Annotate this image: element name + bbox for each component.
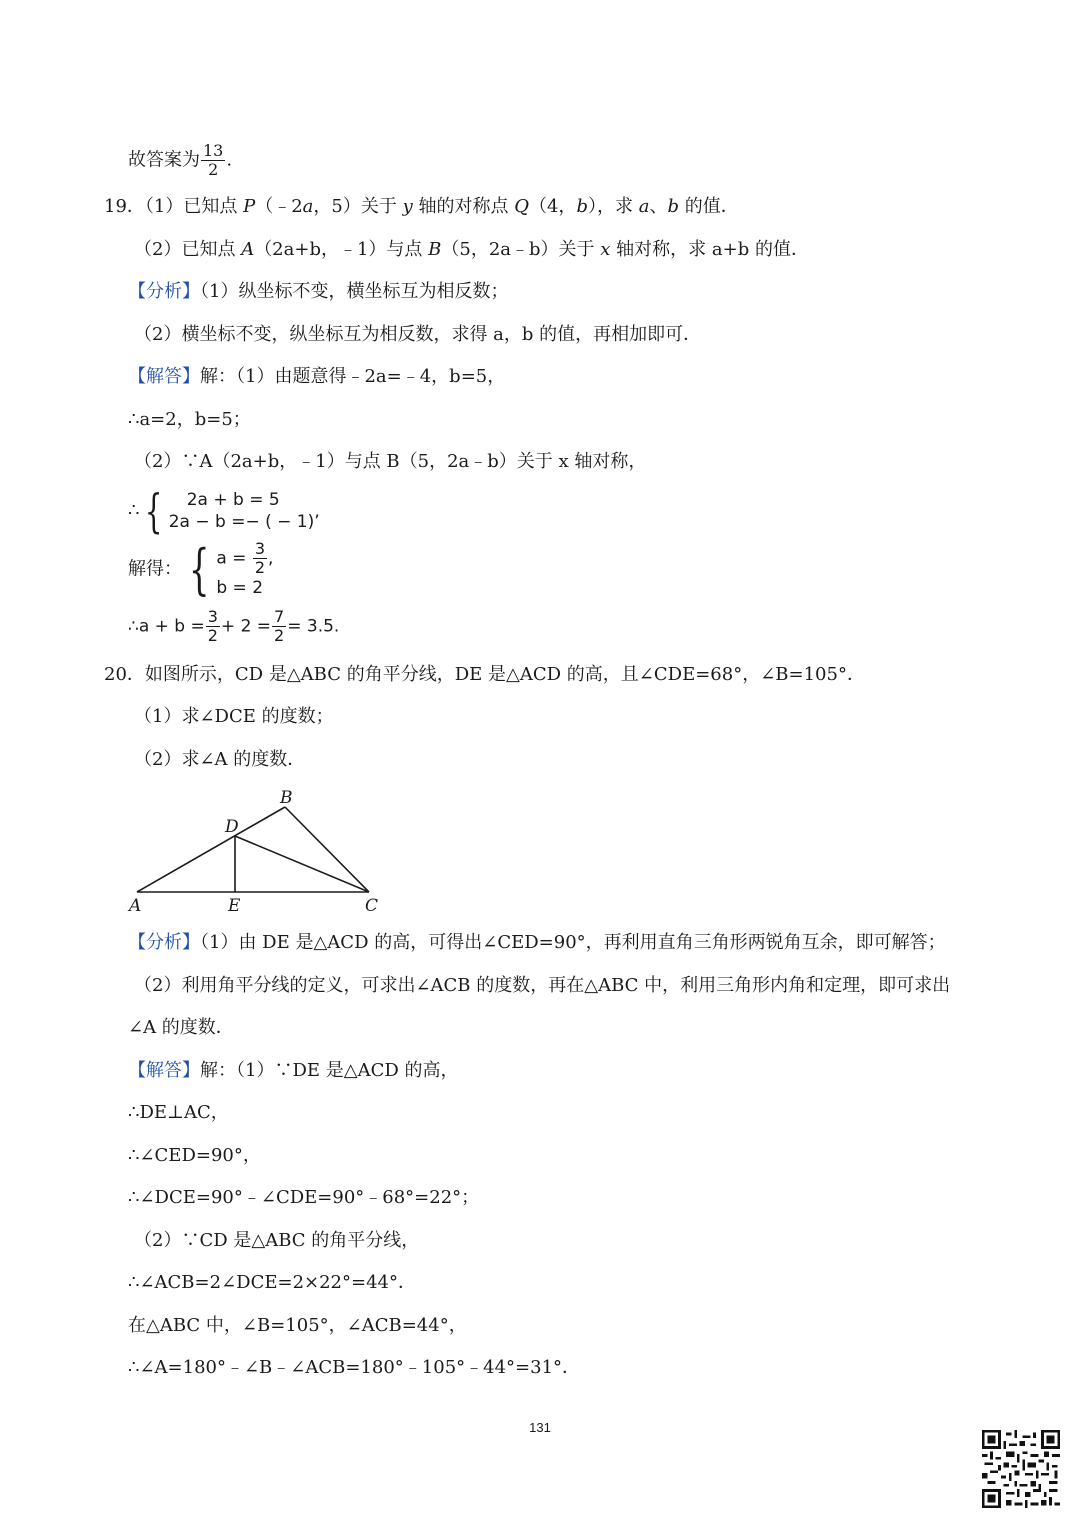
- frac-den: 2: [207, 626, 218, 645]
- eq-line: b = 2: [216, 578, 264, 598]
- prev-answer-fraction: [201, 142, 225, 179]
- page-number: 131: [529, 1420, 551, 1435]
- eq-line: 2a + b = 5: [186, 490, 280, 510]
- q19-analysis-2: （2）横坐标不变，纵坐标互为相反数，求得 a，b 的值，再相加即可．: [134, 324, 702, 345]
- text: （2a+b，﹣1）与点: [254, 239, 429, 260]
- frac-den: 2: [208, 160, 219, 179]
- q20-answer-6: ∴∠ACB=2∠DCE=2×22°=44°．: [128, 1272, 416, 1293]
- var: Q: [514, 196, 529, 217]
- label-b: B: [280, 788, 293, 808]
- q20-answer-3: ∴∠CED=90°，: [128, 1145, 261, 1166]
- text: 解：（1）由题意得﹣2a=﹣4，b=5，: [200, 366, 506, 387]
- frac: [206, 608, 220, 645]
- text: （2）已知点: [134, 239, 242, 260]
- var: b: [667, 196, 679, 217]
- text: 、: [649, 196, 668, 217]
- text: 解得：: [128, 558, 182, 580]
- label-a: A: [129, 896, 142, 916]
- text: （1）纵坐标不变，横坐标互为相反数；: [200, 281, 509, 302]
- text: 如图所示，CD 是△ABC 的角平分线，DE 是△ACD 的高，且∠CDE=68°，∠B=105°．: [144, 664, 865, 685]
- label-c: C: [365, 896, 379, 916]
- q20-stem: [104, 664, 865, 686]
- q20-number: 20．: [104, 664, 145, 685]
- analysis-tag: 【分析】: [128, 281, 200, 302]
- var: a: [302, 196, 314, 217]
- var: y: [402, 196, 413, 217]
- prev-answer-prefix: 故答案为: [128, 149, 200, 171]
- text: 的值．: [678, 196, 739, 217]
- text: + 2 =: [220, 616, 272, 637]
- q19-answer-1: [128, 366, 505, 388]
- text: （1）已知点: [144, 196, 244, 217]
- text: 轴的对称点: [412, 196, 515, 217]
- text: （5，2a﹣b）关于: [441, 239, 601, 260]
- text: ∴a + b =: [128, 616, 205, 637]
- text: a =: [216, 548, 247, 569]
- eq-line: 2a − b =− ( − 1)’: [168, 512, 320, 532]
- label-d: D: [225, 817, 239, 837]
- text: 解：（1）∵DE 是△ACD 的高，: [200, 1060, 459, 1081]
- q20-answer-8: ∴∠A=180°﹣∠B﹣∠ACB=180°﹣105°﹣44°=31°．: [128, 1357, 581, 1378]
- triangle-figure: [125, 785, 395, 920]
- q20-analysis-2: （2）利用角平分线的定义，可求出∠ACB 的度数，再在△ABC 中，利用三角形内角和定理，即可求出: [134, 975, 951, 996]
- prev-answer-line: [128, 142, 232, 179]
- brace: {: [188, 537, 210, 601]
- equation-system: [169, 489, 320, 533]
- text: （﹣2: [255, 196, 303, 217]
- var: x: [600, 239, 611, 260]
- q20-answer-1: [128, 1060, 459, 1082]
- q19-system: [128, 484, 320, 538]
- q20-answer-2: ∴DE⊥AC，: [128, 1102, 229, 1123]
- q19-number: 19．: [104, 196, 145, 217]
- q20-answer-5: （2）∵CD 是△ABC 的角平分线，: [134, 1230, 420, 1251]
- side-ab: [137, 807, 285, 892]
- frac: [272, 608, 286, 645]
- var: P: [243, 196, 256, 217]
- q20-part2: （2）求∠A 的度数．: [134, 749, 306, 770]
- solution-system: [216, 540, 273, 599]
- text: 轴对称，求 a+b 的值．: [610, 239, 809, 260]
- frac-num: 7: [274, 607, 285, 626]
- q20-answer-7: 在△ABC 中，∠B=105°，∠ACB=44°，: [128, 1315, 467, 1336]
- q19-final: [128, 608, 339, 645]
- q19-solution: [128, 537, 274, 601]
- qr-code-icon: [982, 1430, 1060, 1508]
- q20-part1: （1）求∠DCE 的度数；: [134, 706, 334, 727]
- side-bc: [285, 807, 369, 892]
- frac: [253, 540, 267, 577]
- var: a: [638, 196, 650, 217]
- prev-answer-suffix: .: [226, 149, 233, 171]
- var: A: [241, 239, 255, 260]
- q20-answer-4: ∴∠DCE=90°﹣∠CDE=90°﹣68°=22°；: [128, 1187, 480, 1208]
- answer-tag: 【解答】: [128, 366, 200, 387]
- text: ，5）关于: [313, 196, 403, 217]
- answer-tag: 【解答】: [128, 1060, 200, 1081]
- q20-analysis-3: ∠A 的度数．: [128, 1017, 234, 1038]
- q19-answer-3: （2）∵A（2a+b，﹣1）与点 B（5，2a﹣b）关于 x 轴对称，: [134, 451, 647, 472]
- frac-den: 2: [254, 558, 266, 577]
- eq-line: [216, 540, 273, 577]
- frac-num: 13: [203, 141, 224, 160]
- var: b: [576, 196, 588, 217]
- q19-part1: [104, 196, 739, 218]
- q19-answer-2: ∴a=2，b=5；: [128, 409, 251, 430]
- text: （1）由 DE 是△ACD 的高，可得出∠CED=90°，再利用直角三角形两锐角互余，即可解答；: [200, 932, 946, 953]
- label-e: E: [228, 896, 241, 916]
- text: ,: [268, 548, 274, 569]
- text: = 3.5.: [287, 616, 340, 637]
- q19-analysis-1: [128, 281, 508, 303]
- analysis-tag: 【分析】: [128, 932, 200, 953]
- segment-cd: [235, 836, 369, 892]
- therefore: ∴: [128, 500, 140, 521]
- q19-part2: [134, 239, 809, 261]
- q20-analysis-1: [128, 932, 946, 954]
- frac-num: 3: [207, 607, 218, 626]
- text: ），求: [587, 196, 639, 217]
- text: （4，: [528, 196, 577, 217]
- var: B: [428, 239, 442, 260]
- frac-den: 2: [274, 626, 285, 645]
- frac-num: 3: [254, 539, 266, 558]
- brace: {: [145, 484, 163, 538]
